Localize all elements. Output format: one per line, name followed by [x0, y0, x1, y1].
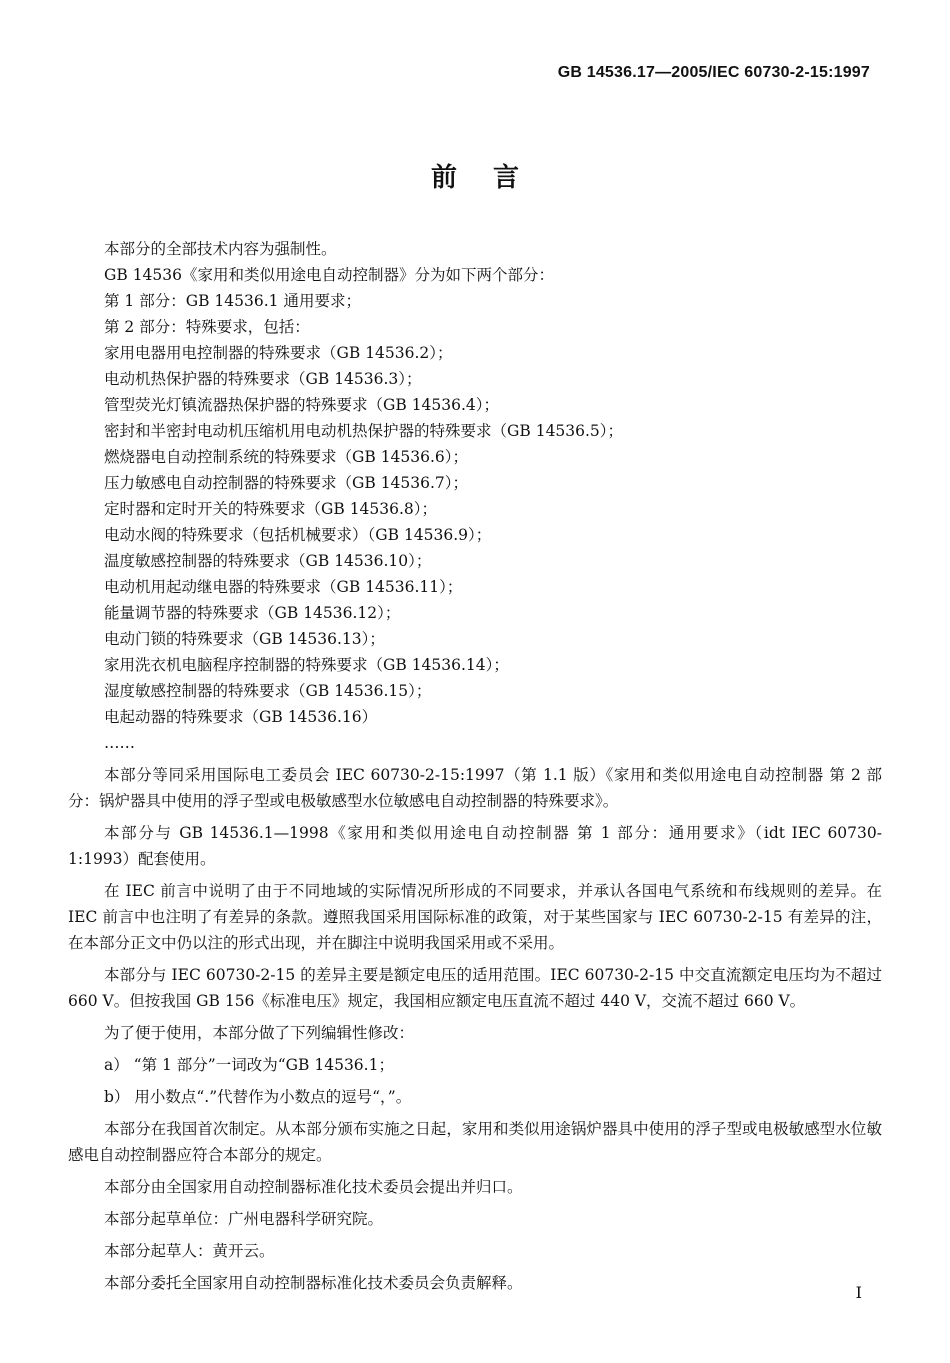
part-list-item: 家用洗衣机电脑程序控制器的特殊要求（GB 14536.14）； — [104, 656, 509, 674]
intro-line: 本部分的全部技术内容为强制性。 — [104, 240, 337, 258]
intro-line: 第 1 部分：GB 14536.1 通用要求； — [104, 292, 361, 310]
intro-line: GB 14536《家用和类似用途电自动控制器》分为如下两个部分： — [104, 266, 555, 284]
ellipsis: …… — [104, 734, 135, 752]
paragraph-first-issue: 本部分在我国首次制定。从本部分颁布实施之日起，家用和类似用途锅炉器具中使用的浮子型或电极敏感型水位敏感电自动控制器应符合本部分的规定。 — [68, 1120, 882, 1164]
part-list-item: 管型荧光灯镇流器热保护器的特殊要求（GB 14536.4）； — [104, 396, 500, 414]
editorial-item-b: b） 用小数点“.”代替作为小数点的逗号“，”。 — [104, 1088, 412, 1106]
part-list-item: 温度敏感控制器的特殊要求（GB 14536.10）； — [104, 552, 432, 570]
part-list-item: 燃烧器电自动控制系统的特殊要求（GB 14536.6）； — [104, 448, 469, 466]
document-body — [68, 236, 882, 1296]
paragraph-editorial-changes: 为了便于使用，本部分做了下列编辑性修改： — [104, 1024, 415, 1042]
part-list-item: 湿度敏感控制器的特殊要求（GB 14536.15）； — [104, 682, 432, 700]
paragraph-interpretation: 本部分委托全国家用自动控制器标准化技术委员会负责解释。 — [104, 1274, 523, 1292]
page-number: I — [855, 1283, 862, 1302]
part-list-item: 家用电器用电控制器的特殊要求（GB 14536.2）； — [104, 344, 453, 362]
part-list-item: 密封和半密封电动机压缩机用电动机热保护器的特殊要求（GB 14536.5）； — [104, 422, 624, 440]
part-list-item: 电起动器的特殊要求（GB 14536.16） — [104, 708, 378, 726]
paragraph-drafting-unit: 本部分起草单位：广州电器科学研究院。 — [104, 1210, 384, 1228]
part-list-item: 电动机用起动继电器的特殊要求（GB 14536.11）； — [104, 578, 463, 596]
paragraph-differences: 本部分与 IEC 60730-2-15 的差异主要是额定电压的适用范围。IEC 60730-2-15 中交直流额定电压均为不超过 660 V。但按我国 GB 156《标准电压》规定，我国相应额定电压直流不超过 440 V，交流不超过 660 V。 — [68, 966, 882, 1010]
part-list-item: 电动门锁的特殊要求（GB 14536.13）； — [104, 630, 385, 648]
standard-code: GB 14536.17—2005/IEC 60730-2-15:1997 — [557, 64, 870, 81]
paragraph-iec-foreword: 在 IEC 前言中说明了由于不同地域的实际情况所形成的不同要求，并承认各国电气系统和布线规则的差异。在 IEC 前言中也注明了有差异的条款。遵照我国采用国际标准的政策，对于某些国家与 IEC 60730-2-15 有差异的注，在本部分正文中仍以注的形式出现，并在脚注中说明我国采用或不采用。 — [68, 882, 882, 952]
part-list-item: 定时器和定时开关的特殊要求（GB 14536.8）； — [104, 500, 438, 518]
editorial-item-a: a） “第 1 部分”一词改为“GB 14536.1； — [104, 1056, 394, 1074]
page-title: 前言 — [430, 163, 555, 193]
part-list-item: 电动水阀的特殊要求（包括机械要求）（GB 14536.9）； — [104, 526, 492, 544]
intro-line: 第 2 部分：特殊要求，包括： — [104, 318, 310, 336]
part-list-item: 压力敏感电自动控制器的特殊要求（GB 14536.7）； — [104, 474, 469, 492]
part-list-item: 电动机热保护器的特殊要求（GB 14536.3）； — [104, 370, 422, 388]
paragraph-proposer: 本部分由全国家用自动控制器标准化技术委员会提出并归口。 — [104, 1178, 523, 1196]
part-list-item: 能量调节器的特殊要求（GB 14536.12）； — [104, 604, 401, 622]
paragraph-companion-standard: 本部分与 GB 14536.1—1998《家用和类似用途电自动控制器 第 1 部分：通用要求》（idt IEC 60730-1:1993）配套使用。 — [68, 824, 882, 868]
paragraph-adoption: 本部分等同采用国际电工委员会 IEC 60730-2-15:1997（第 1.1 版）《家用和类似用途电自动控制器 第 2 部分：锅炉器具中使用的浮子型或电极敏感型水位敏感电自动控制器的特殊要求》。 — [68, 766, 882, 810]
paragraph-drafter: 本部分起草人：黄开云。 — [104, 1242, 275, 1260]
